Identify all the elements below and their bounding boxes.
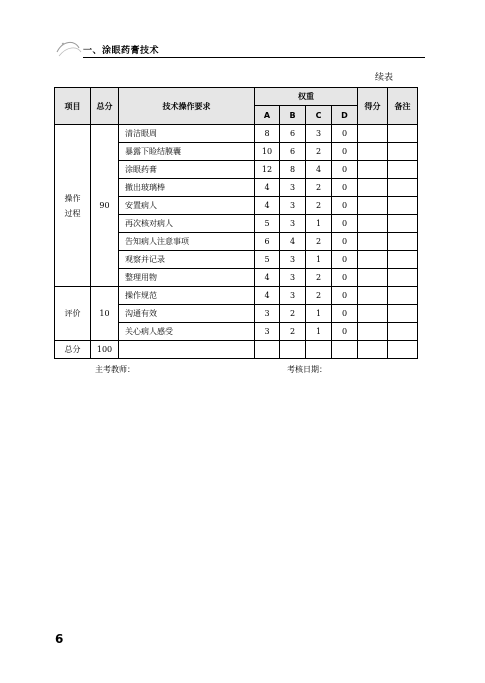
requirement-cell: 再次核对病人 bbox=[119, 215, 255, 233]
weight-cell-b: 2 bbox=[280, 305, 306, 323]
table-header-row bbox=[55, 88, 418, 106]
requirement-cell: 关心病人感受 bbox=[119, 323, 255, 341]
weight-cell-c: 2 bbox=[306, 233, 332, 251]
weight-cell-b: 3 bbox=[280, 179, 306, 197]
weight-cell-c: 1 bbox=[306, 215, 332, 233]
summary-empty-cell bbox=[119, 341, 255, 359]
header-weight: 权重 bbox=[255, 88, 358, 106]
weight-cell-a: 4 bbox=[255, 197, 280, 215]
requirement-cell: 安置病人 bbox=[119, 197, 255, 215]
score-cell[interactable] bbox=[358, 251, 388, 269]
header-grade-a: A bbox=[255, 106, 280, 125]
requirement-cell: 涂眼药膏 bbox=[119, 161, 255, 179]
summary-label: 总分 bbox=[55, 341, 91, 359]
remark-cell[interactable] bbox=[388, 215, 418, 233]
requirement-cell: 暴露下睑结膜囊 bbox=[119, 143, 255, 161]
score-cell[interactable] bbox=[358, 143, 388, 161]
score-cell[interactable] bbox=[358, 125, 388, 143]
score-cell[interactable] bbox=[358, 323, 388, 341]
group-item-cell: 评价 bbox=[55, 287, 91, 341]
remark-cell[interactable] bbox=[388, 197, 418, 215]
score-cell[interactable] bbox=[358, 179, 388, 197]
weight-cell-b: 3 bbox=[280, 269, 306, 287]
weight-cell-b: 6 bbox=[280, 143, 306, 161]
header-requirement: 技术操作要求 bbox=[119, 88, 255, 125]
weight-cell-c: 2 bbox=[306, 197, 332, 215]
remark-cell[interactable] bbox=[388, 233, 418, 251]
header-grade-c: C bbox=[306, 106, 332, 125]
weight-cell-a: 3 bbox=[255, 323, 280, 341]
weight-cell-a: 10 bbox=[255, 143, 280, 161]
weight-cell-b: 3 bbox=[280, 215, 306, 233]
weight-cell-a: 12 bbox=[255, 161, 280, 179]
weight-cell-d: 0 bbox=[332, 161, 358, 179]
date-label: 考核日期： bbox=[287, 365, 327, 374]
header-item: 项目 bbox=[55, 88, 91, 125]
summary-value: 100 bbox=[91, 341, 119, 359]
weight-cell-c: 1 bbox=[306, 251, 332, 269]
table-row bbox=[55, 125, 418, 143]
summary-empty-cell bbox=[332, 341, 358, 359]
remark-cell[interactable] bbox=[388, 179, 418, 197]
weight-cell-b: 4 bbox=[280, 233, 306, 251]
weight-cell-c: 2 bbox=[306, 179, 332, 197]
weight-cell-a: 4 bbox=[255, 287, 280, 305]
remark-cell[interactable] bbox=[388, 125, 418, 143]
summary-empty-cell bbox=[388, 341, 418, 359]
weight-cell-a: 4 bbox=[255, 179, 280, 197]
weight-cell-a: 3 bbox=[255, 305, 280, 323]
weight-cell-c: 2 bbox=[306, 143, 332, 161]
weight-cell-d: 0 bbox=[332, 125, 358, 143]
header-grade-d: D bbox=[332, 106, 358, 125]
requirement-cell: 操作规范 bbox=[119, 287, 255, 305]
header-score: 得分 bbox=[358, 88, 388, 125]
summary-empty-cell bbox=[306, 341, 332, 359]
group-total-cell: 90 bbox=[91, 125, 119, 287]
header-remark: 备注 bbox=[388, 88, 418, 125]
requirement-cell: 整理用物 bbox=[119, 269, 255, 287]
continued-label: 续表 bbox=[375, 73, 394, 83]
weight-cell-c: 2 bbox=[306, 287, 332, 305]
requirement-cell: 沟通有效 bbox=[119, 305, 255, 323]
requirement-cell: 观察并记录 bbox=[119, 251, 255, 269]
weight-cell-c: 1 bbox=[306, 323, 332, 341]
weight-cell-d: 0 bbox=[332, 143, 358, 161]
page-number: 6 bbox=[55, 632, 64, 646]
weight-cell-d: 0 bbox=[332, 323, 358, 341]
requirement-cell: 撤出玻璃棒 bbox=[119, 179, 255, 197]
summary-empty-cell bbox=[280, 341, 306, 359]
remark-cell[interactable] bbox=[388, 161, 418, 179]
score-cell[interactable] bbox=[358, 215, 388, 233]
weight-cell-b: 8 bbox=[280, 161, 306, 179]
weight-cell-b: 3 bbox=[280, 287, 306, 305]
weight-cell-c: 2 bbox=[306, 269, 332, 287]
score-cell[interactable] bbox=[358, 197, 388, 215]
weight-cell-d: 0 bbox=[332, 305, 358, 323]
examiner-label: 主考教师： bbox=[95, 365, 135, 374]
score-table bbox=[54, 87, 418, 359]
header-grade-b: B bbox=[280, 106, 306, 125]
weight-cell-a: 5 bbox=[255, 215, 280, 233]
score-cell[interactable] bbox=[358, 233, 388, 251]
requirement-cell: 清洁眼周 bbox=[119, 125, 255, 143]
table-body bbox=[55, 125, 418, 359]
weight-cell-c: 4 bbox=[306, 161, 332, 179]
header-total: 总分 bbox=[91, 88, 119, 125]
group-total-cell: 10 bbox=[91, 287, 119, 341]
group-item-cell: 操作过程 bbox=[55, 125, 91, 287]
weight-cell-b: 3 bbox=[280, 251, 306, 269]
score-cell[interactable] bbox=[358, 161, 388, 179]
remark-cell[interactable] bbox=[388, 251, 418, 269]
weight-cell-a: 5 bbox=[255, 251, 280, 269]
score-cell[interactable] bbox=[358, 269, 388, 287]
weight-cell-d: 0 bbox=[332, 215, 358, 233]
weight-cell-d: 0 bbox=[332, 197, 358, 215]
weight-cell-d: 0 bbox=[332, 287, 358, 305]
summary-row bbox=[55, 341, 418, 359]
weight-cell-a: 4 bbox=[255, 269, 280, 287]
header-divider bbox=[83, 57, 425, 58]
remark-cell[interactable] bbox=[388, 269, 418, 287]
weight-cell-b: 3 bbox=[280, 197, 306, 215]
weight-cell-b: 6 bbox=[280, 125, 306, 143]
requirement-cell: 告知病人注意事项 bbox=[119, 233, 255, 251]
section-header bbox=[55, 38, 425, 58]
weight-cell-d: 0 bbox=[332, 179, 358, 197]
remark-cell[interactable] bbox=[388, 143, 418, 161]
weight-cell-d: 0 bbox=[332, 251, 358, 269]
table-row bbox=[55, 287, 418, 305]
score-cell[interactable] bbox=[358, 287, 388, 305]
weight-cell-d: 0 bbox=[332, 269, 358, 287]
weight-cell-c: 3 bbox=[306, 125, 332, 143]
weight-cell-a: 8 bbox=[255, 125, 280, 143]
summary-empty-cell bbox=[358, 341, 388, 359]
remark-cell[interactable] bbox=[388, 287, 418, 305]
weight-cell-d: 0 bbox=[332, 233, 358, 251]
score-cell[interactable] bbox=[358, 305, 388, 323]
weight-cell-c: 1 bbox=[306, 305, 332, 323]
remark-cell[interactable] bbox=[388, 305, 418, 323]
remark-cell[interactable] bbox=[388, 323, 418, 341]
weight-cell-b: 2 bbox=[280, 323, 306, 341]
summary-empty-cell bbox=[255, 341, 280, 359]
weight-cell-a: 6 bbox=[255, 233, 280, 251]
section-title: 一、涂眼药膏技术 bbox=[83, 46, 160, 56]
